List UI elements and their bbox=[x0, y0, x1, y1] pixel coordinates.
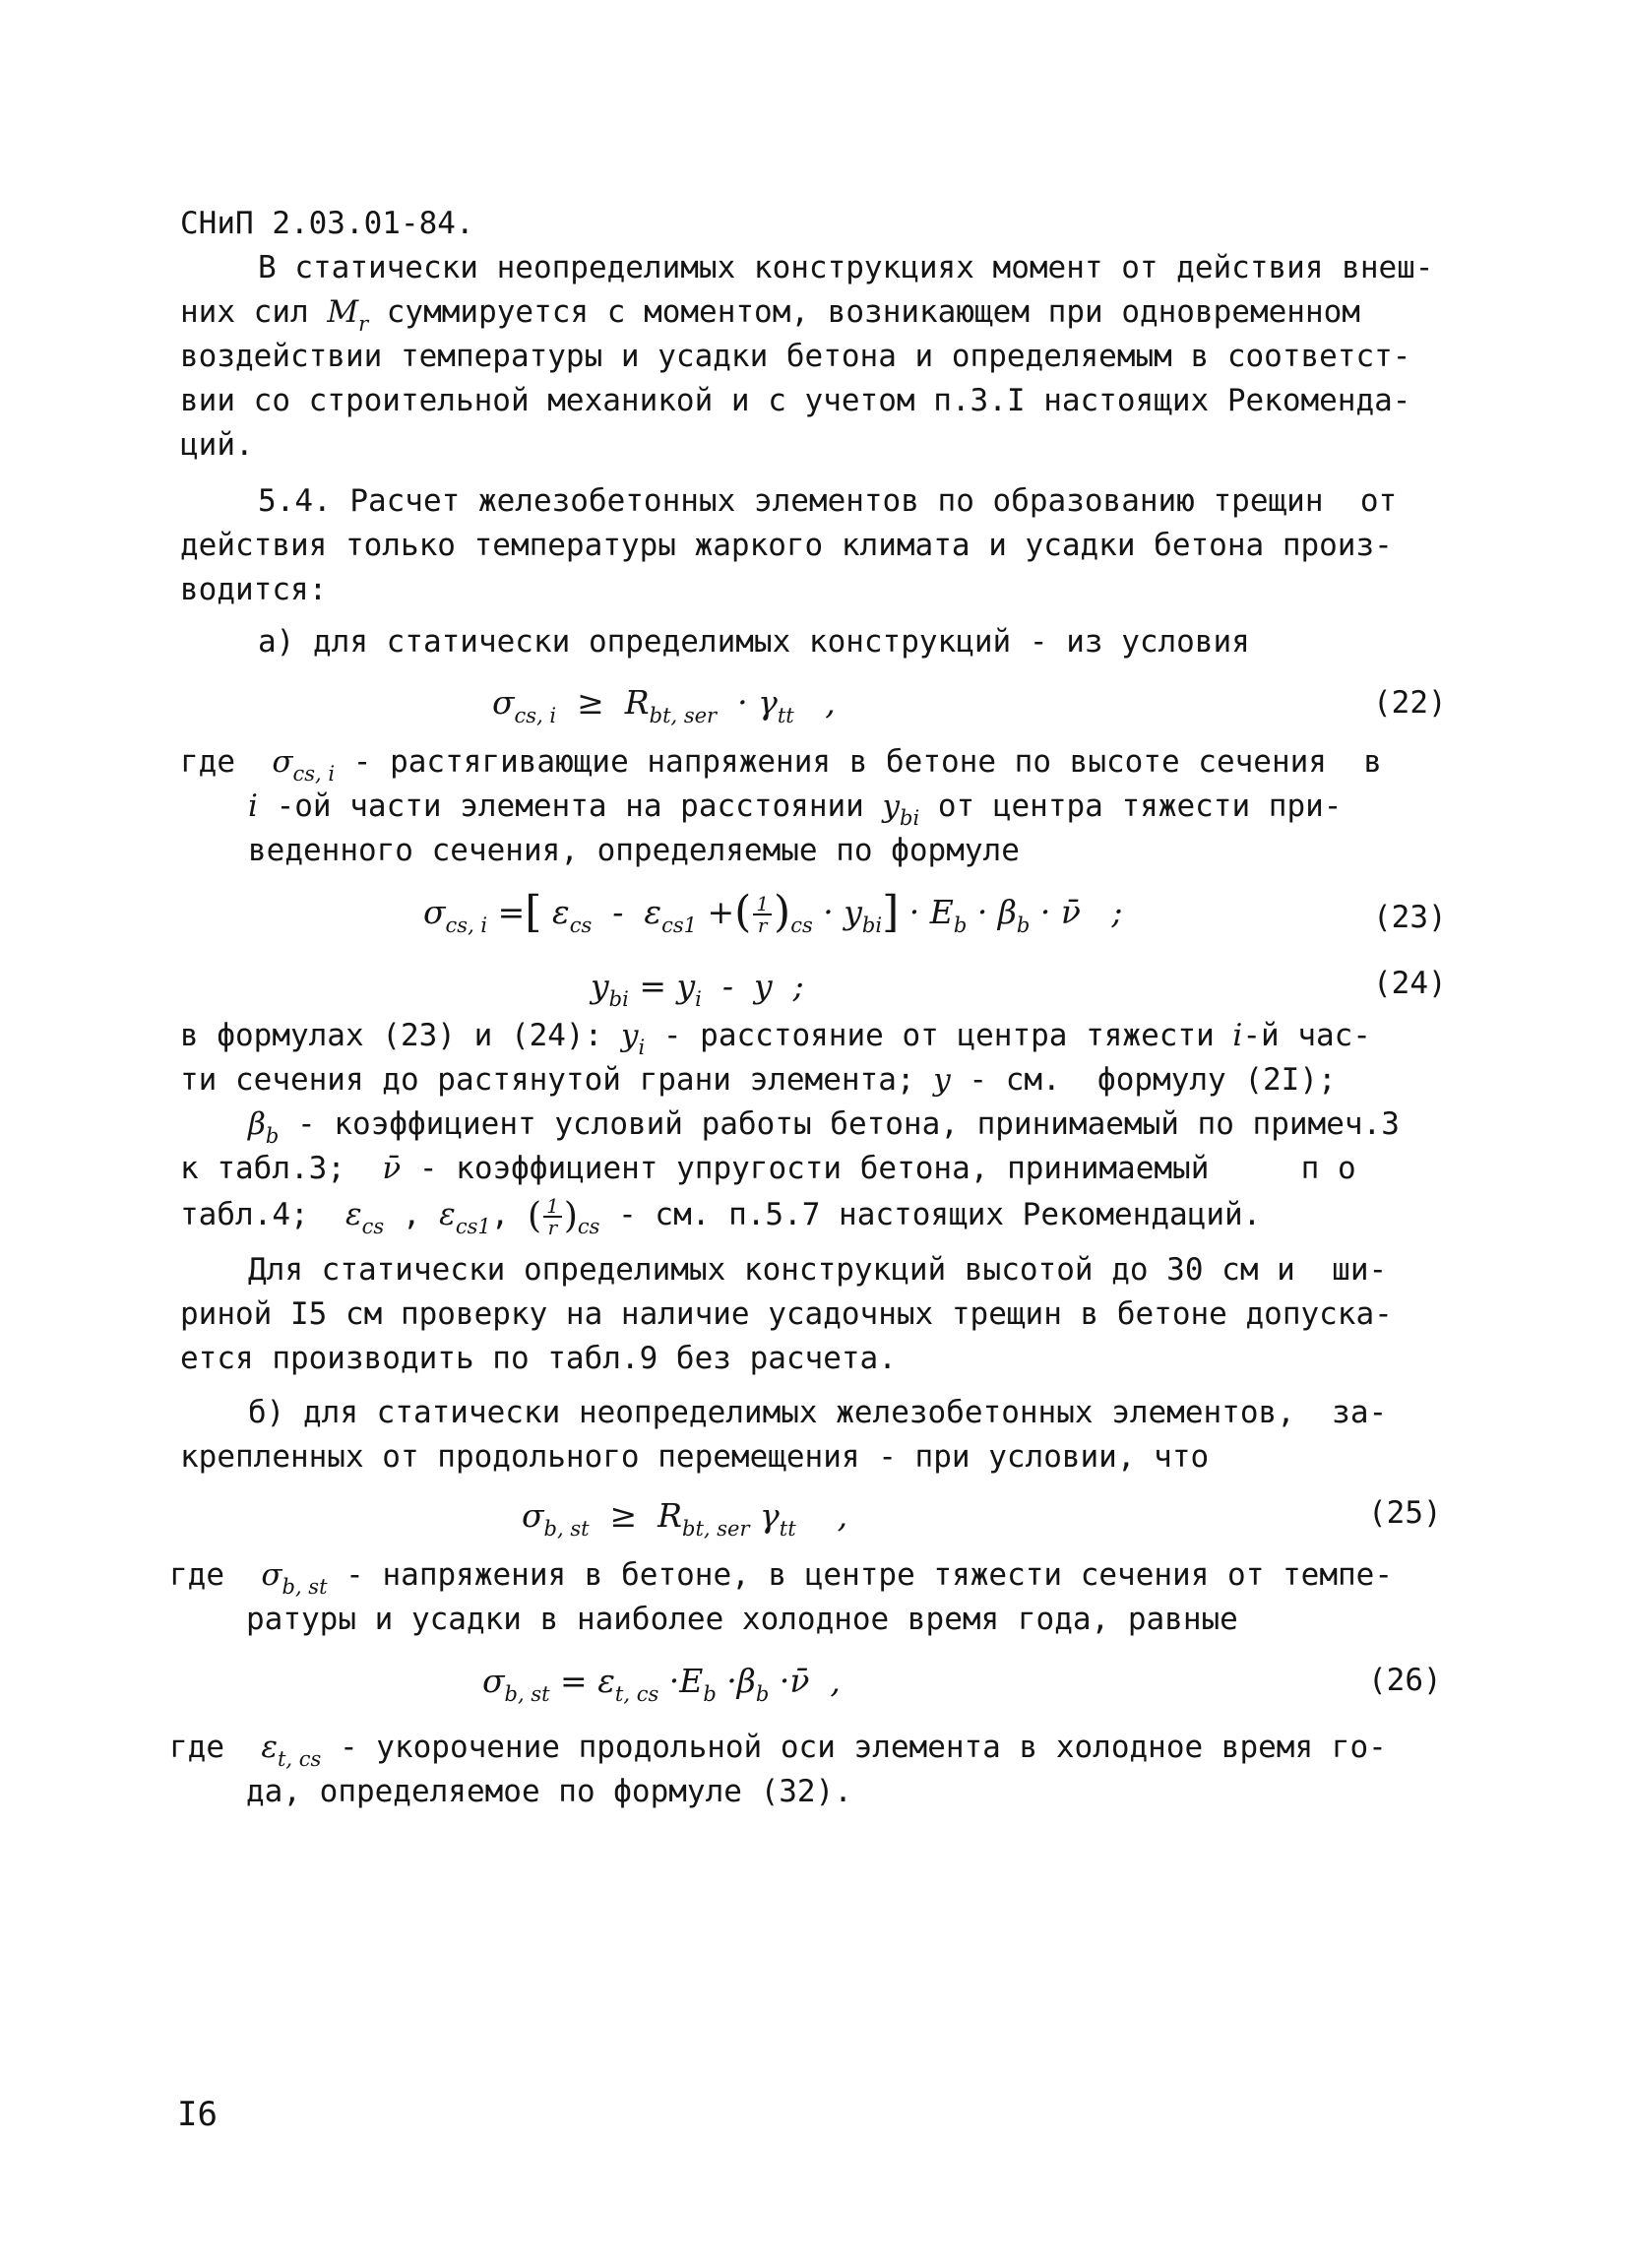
eq-operator: + bbox=[707, 893, 735, 931]
eq-punct: , bbox=[825, 683, 836, 722]
math-symbol: M bbox=[327, 294, 359, 330]
eq-symbol: y bbox=[676, 967, 696, 1005]
eq-subscript: t, cs bbox=[614, 1682, 659, 1706]
equation-number-22: (22) bbox=[1373, 685, 1447, 721]
math-symbol: y bbox=[882, 788, 900, 824]
fraction-numerator: 1 bbox=[753, 894, 772, 915]
math-symbol: ν̄ bbox=[382, 1151, 402, 1186]
eq-symbol: β bbox=[997, 893, 1017, 931]
fraction-denominator: r bbox=[757, 914, 768, 937]
eq-subscript: cs, i bbox=[514, 704, 557, 727]
para2-line1: 5.4. Расчет железобетонных элементов по образованию трещин от bbox=[258, 483, 1398, 519]
math-subscript: b bbox=[265, 1124, 280, 1148]
math-subscript: b, st bbox=[282, 1575, 328, 1599]
eq-subscript: b bbox=[703, 1682, 717, 1706]
eq-symbol: R bbox=[624, 683, 650, 722]
eq-symbol: E bbox=[929, 893, 954, 931]
text-segment: ти сечения до растянутой грани элемента; bbox=[180, 1062, 934, 1098]
eq-symbol: E bbox=[679, 1662, 704, 1700]
eq-fraction bbox=[753, 894, 772, 935]
math-symbol: y bbox=[933, 1062, 951, 1098]
math-symbol: i bbox=[248, 788, 258, 824]
text-segment: -ой части элемента на расстоянии bbox=[257, 788, 883, 824]
eq-symbol: y bbox=[591, 967, 609, 1005]
eq-subscript: cs bbox=[790, 914, 813, 937]
text-segment: к табл.3; bbox=[180, 1151, 383, 1186]
eq-subscript: b, st bbox=[543, 1517, 590, 1541]
para3-line5 bbox=[180, 1193, 1261, 1248]
equation-number-26: (26) bbox=[1368, 1663, 1442, 1698]
text-segment: - коэффициент условий работы бетона, принимаемый по примеч.3 bbox=[279, 1106, 1400, 1142]
eq-symbol: σ bbox=[522, 1496, 544, 1535]
math-subscript: t, cs bbox=[277, 1747, 322, 1771]
eq-operator: · bbox=[976, 893, 988, 931]
eq-punct: ; bbox=[1111, 893, 1123, 931]
text-segment: - см. п.5.7 настоящих Рекомендаций. bbox=[599, 1197, 1262, 1232]
eq-subscript: b bbox=[953, 914, 968, 937]
page-number: I6 bbox=[177, 2095, 218, 2134]
eq-symbol: ε bbox=[644, 893, 662, 931]
item-b-line1: б) для статически неопределимых железобетонных элементов, за- bbox=[248, 1395, 1388, 1430]
text-segment: где bbox=[180, 744, 235, 780]
item-a: а) для статически определимых конструкций - из условия bbox=[258, 624, 1250, 660]
text-segment: них сил bbox=[180, 294, 328, 330]
eq-operator: · bbox=[908, 893, 920, 931]
eq-bracket: [ bbox=[525, 887, 542, 937]
eq-subscript: bi bbox=[608, 987, 629, 1011]
header-reference: СНиП 2.03.01-84. bbox=[180, 206, 474, 241]
eq-operator: · bbox=[779, 1662, 790, 1700]
text-segment: табл.4; bbox=[180, 1197, 345, 1232]
math-subscript: cs bbox=[361, 1215, 385, 1238]
eq-operator: - bbox=[612, 893, 624, 931]
text-segment: - расстояние от центра тяжести bbox=[645, 1018, 1233, 1053]
eq-operator: · bbox=[1039, 893, 1051, 931]
para4-line2: риной I5 см проверку на наличие усадочных трещин в бетоне допуска- bbox=[180, 1296, 1393, 1332]
eq-subscript: bi bbox=[861, 914, 883, 937]
equation-26 bbox=[482, 1660, 841, 1716]
eq-symbol: σ bbox=[423, 893, 446, 931]
equation-25 bbox=[522, 1494, 847, 1550]
math-subscript: bi bbox=[900, 806, 920, 830]
equation-23 bbox=[423, 887, 1123, 947]
eq-subscript: bt, ser bbox=[649, 704, 718, 727]
text-segment: - растягивающие напряжения в бетоне по высоте сечения в bbox=[335, 744, 1382, 780]
para1-line5: ций. bbox=[180, 427, 254, 463]
para2-line3: водится: bbox=[180, 572, 328, 607]
para1-line1: В статически неопределимых конструкциях момент от действия внеш- bbox=[258, 250, 1434, 285]
eq-symbol: ε bbox=[597, 1662, 615, 1700]
eq-bracket: ] bbox=[882, 887, 900, 937]
eq-subscript: b bbox=[755, 1682, 770, 1706]
para1-line3: воздействии температуры и усадки бетона и определяемым в соответст- bbox=[180, 339, 1411, 374]
eq-operator: = bbox=[560, 1662, 588, 1700]
eq-operator: · bbox=[737, 683, 748, 722]
eq-subscript: cs bbox=[569, 914, 593, 937]
eq-operator: - bbox=[721, 967, 733, 1005]
math-subscript: cs bbox=[577, 1215, 600, 1238]
eq-symbol: y bbox=[844, 893, 862, 931]
text-segment: от центра тяжести при- bbox=[919, 788, 1343, 824]
where22-line3: веденного сечения, определяемые по формуле bbox=[248, 833, 1020, 868]
text-segment: , bbox=[490, 1197, 529, 1232]
eq-symbol: ν̄ bbox=[1060, 893, 1081, 931]
math-subscript: r bbox=[358, 312, 369, 336]
eq-punct: , bbox=[837, 1496, 848, 1535]
para3-line4 bbox=[180, 1147, 1356, 1190]
text-segment: в формулах (23) и (24): bbox=[180, 1018, 621, 1053]
text-segment: - напряжения в бетоне, в центре тяжести сечения от темпе- bbox=[327, 1557, 1394, 1593]
equation-24 bbox=[591, 965, 804, 1021]
text-segment: , bbox=[384, 1197, 440, 1232]
eq-symbol: ν̄ bbox=[789, 1662, 810, 1700]
eq-subscript: i bbox=[695, 987, 702, 1011]
math-subscript: i bbox=[638, 1036, 646, 1059]
text-segment: где bbox=[169, 1557, 224, 1593]
text-segment: - коэффициент упругости бетона, принимаемый п о bbox=[401, 1151, 1356, 1186]
text-segment: - укорочение продольной оси элемента в холодное время го- bbox=[321, 1730, 1387, 1765]
eq-operator: = bbox=[639, 967, 666, 1005]
para1-line4: вии со строительной механикой и с учетом п.3.I настоящих Рекоменда- bbox=[180, 383, 1411, 418]
eq-symbol: β bbox=[736, 1662, 756, 1700]
math-symbol: ε bbox=[439, 1197, 456, 1232]
eq-symbol: ε bbox=[551, 893, 570, 931]
eq-subscript: cs, i bbox=[445, 914, 488, 937]
math-symbol: σ bbox=[261, 1557, 282, 1593]
math-subscript: cs1 bbox=[455, 1215, 491, 1238]
equation-number-24: (24) bbox=[1373, 966, 1447, 1001]
eq-subscript: bt, ser bbox=[682, 1517, 750, 1541]
equation-22 bbox=[492, 681, 836, 737]
math-symbol: σ bbox=[272, 744, 293, 780]
math-symbol: y bbox=[620, 1018, 639, 1053]
equation-number-25: (25) bbox=[1368, 1495, 1442, 1531]
eq-bracket: ) bbox=[563, 1196, 578, 1236]
text-segment: суммируется с моментом, возникающем при одновременном bbox=[368, 294, 1360, 330]
math-symbol: β bbox=[248, 1106, 266, 1142]
eq-symbol: γ bbox=[758, 683, 778, 722]
eq-subscript: tt bbox=[779, 1517, 796, 1541]
eq-subscript: tt bbox=[777, 704, 794, 727]
eq-subscript: b bbox=[1016, 914, 1031, 937]
eq-bracket: ) bbox=[774, 887, 791, 937]
eq-operator: · bbox=[823, 893, 834, 931]
eq-operator: = bbox=[497, 893, 526, 931]
eq-symbol: y bbox=[753, 967, 773, 1005]
fraction-numerator: 1 bbox=[543, 1196, 562, 1218]
fraction-denominator: r bbox=[547, 1215, 558, 1239]
eq-bracket: ( bbox=[734, 887, 752, 937]
eq-punct: , bbox=[830, 1662, 841, 1700]
text-segment: -й час- bbox=[1242, 1018, 1371, 1053]
eq-subscript: b, st bbox=[504, 1682, 550, 1706]
text-segment: - см. формулу (2I); bbox=[950, 1062, 1337, 1098]
math-symbol: ε bbox=[261, 1730, 278, 1765]
eq-bracket: ( bbox=[528, 1196, 542, 1236]
eq-symbol: γ bbox=[760, 1496, 780, 1535]
para2-line2: действия только температуры жаркого климата и усадки бетона произ- bbox=[180, 528, 1393, 563]
math-symbol: ε bbox=[344, 1197, 362, 1232]
text-segment: где bbox=[169, 1730, 224, 1765]
para4-line1: Для статически определимых конструкций высотой до 30 см и ши- bbox=[248, 1252, 1388, 1288]
eq-symbol: σ bbox=[482, 1662, 505, 1700]
math-symbol: i bbox=[1232, 1018, 1243, 1053]
para4-line3: ется производить по табл.9 без расчета. bbox=[180, 1341, 897, 1376]
eq-subscript: cs1 bbox=[661, 914, 697, 937]
where25-line2: ратуры и усадки в наиболее холодное время года, равные bbox=[246, 1602, 1238, 1637]
eq-punct: ; bbox=[792, 967, 804, 1005]
eq-operator: ≥ bbox=[577, 683, 604, 722]
math-subscript: cs, i bbox=[292, 762, 336, 786]
eq-symbol: R bbox=[657, 1496, 683, 1535]
inline-fraction bbox=[543, 1193, 562, 1239]
eq-operator: ≥ bbox=[609, 1496, 638, 1535]
item-b-line2: крепленных от продольного перемещения - при условии, что bbox=[180, 1439, 1210, 1475]
eq-operator: · bbox=[726, 1662, 737, 1700]
eq-operator: · bbox=[668, 1662, 680, 1700]
equation-number-23: (23) bbox=[1373, 900, 1447, 935]
para3-line2 bbox=[180, 1058, 1337, 1102]
eq-symbol: σ bbox=[492, 683, 515, 722]
where26-line2: да, определяемое по формуле (32). bbox=[246, 1774, 852, 1809]
